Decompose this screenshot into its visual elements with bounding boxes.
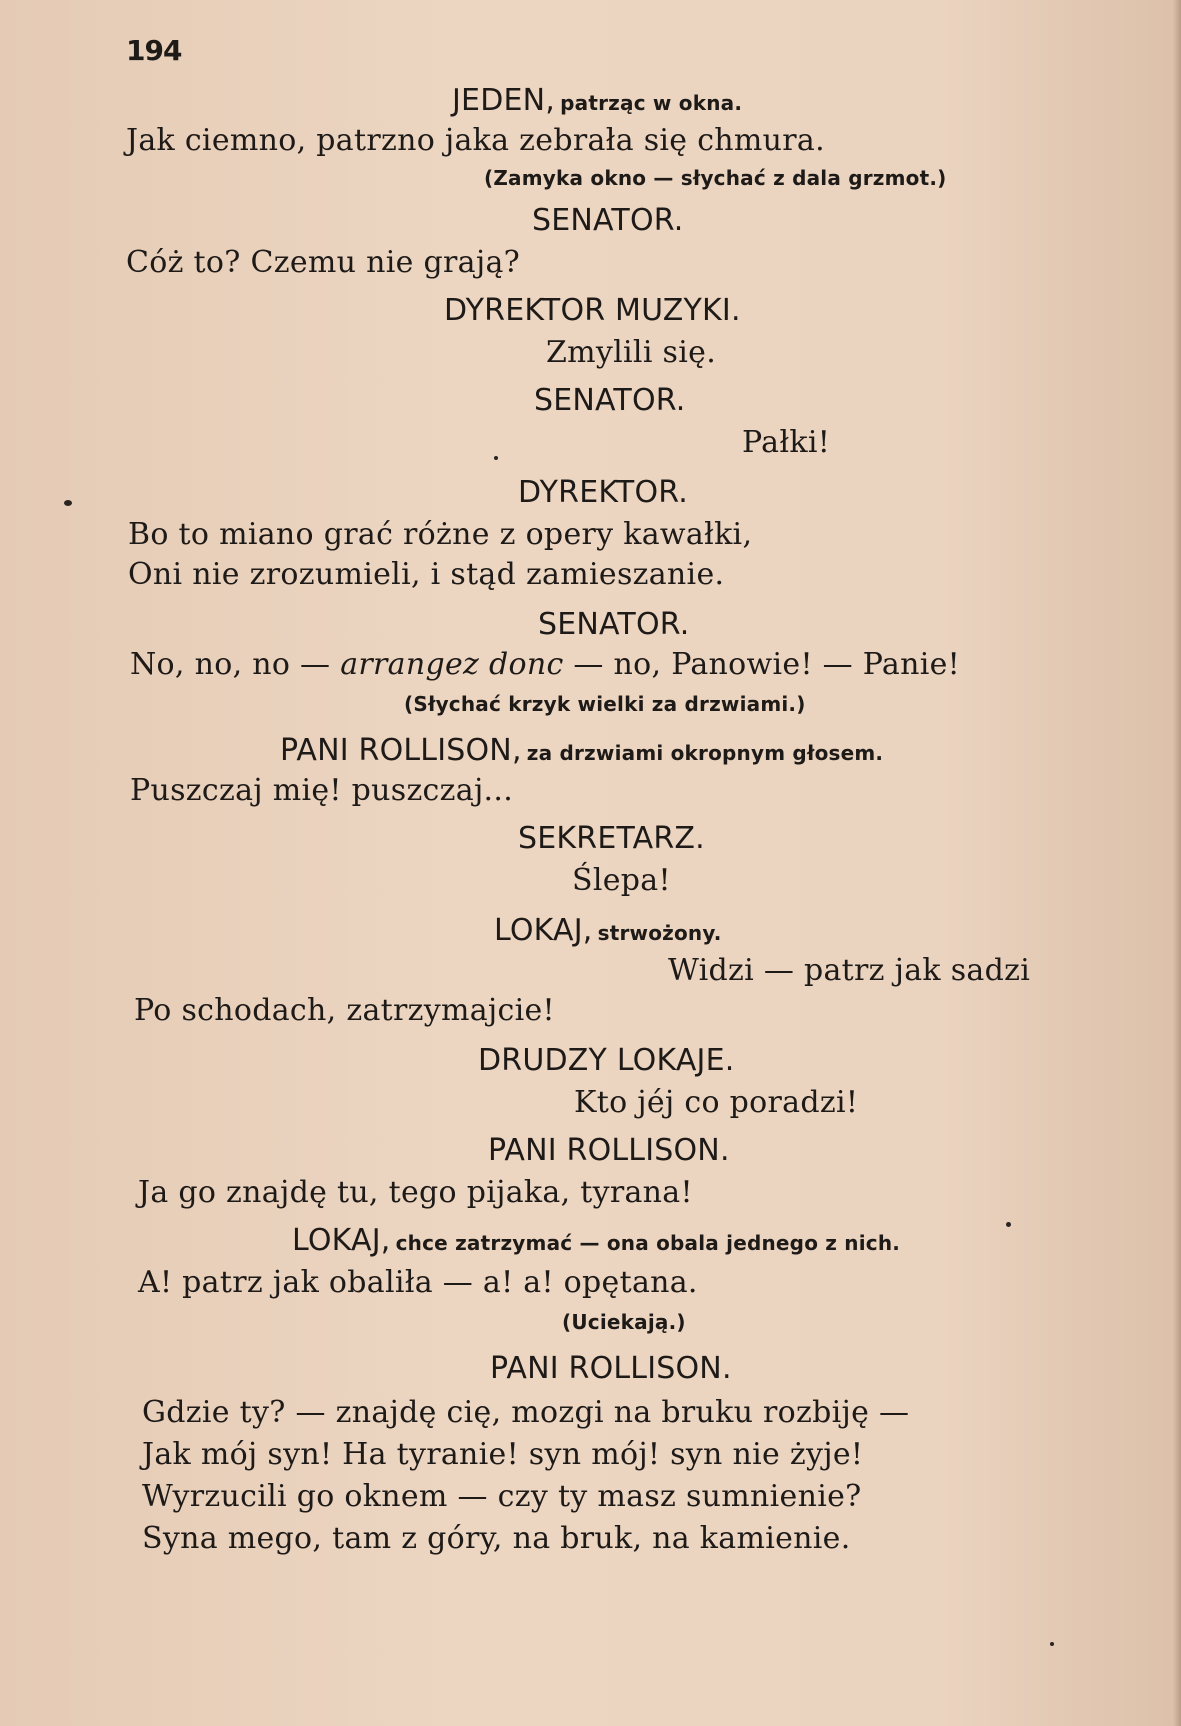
verse-line: Jak mój syn! Ha tyranie! syn mój! syn nie żyje!: [142, 1437, 864, 1472]
speaker-name: SEKRETARZ.: [518, 821, 705, 856]
stage-direction: (Zamyka okno — słychać z dala grzmot.): [484, 166, 947, 190]
page-edge-shadow: [1173, 0, 1181, 1726]
verse-line: Gdzie ty? — znajdę cię, mozgi na bruku rozbiję —: [142, 1395, 910, 1430]
verse-line: Oni nie zrozumieli, i stąd zamieszanie.: [128, 557, 725, 592]
stage-direction: za drzwiami okropnym głosem.: [526, 741, 884, 765]
stage-direction: strwożony.: [597, 921, 722, 945]
stage-direction: chce zatrzymać — ona obala jednego z nich.: [395, 1231, 901, 1255]
italic-phrase: arrangez donc: [340, 647, 564, 682]
speaker-name: LOKAJ,: [292, 1223, 391, 1258]
verse-line: Kto jéj co poradzi!: [574, 1085, 859, 1120]
verse-line: Pałki!: [742, 425, 831, 460]
ink-speck: [1006, 1222, 1011, 1227]
speaker-name: SENATOR.: [534, 383, 686, 418]
verse-line: [130, 647, 961, 682]
verse-line: Cóż to? Czemu nie grają?: [126, 245, 521, 280]
verse-line: Ślepa!: [572, 863, 671, 898]
speaker-line: [280, 733, 884, 768]
ink-speck: [64, 500, 72, 506]
verse-line: Jak ciemno, patrzno jaka zebrała się chmura.: [126, 123, 825, 158]
page-number: 194: [126, 34, 182, 67]
verse-line: Wyrzucili go oknem — czy ty masz sumnienie?: [142, 1479, 862, 1514]
speaker-name: SENATOR.: [538, 607, 690, 642]
ink-speck: [494, 456, 498, 460]
speaker-name: LOKAJ,: [494, 913, 593, 948]
verse-segment: No, no, no —: [130, 647, 331, 682]
verse-line: Puszczaj mię! puszczaj...: [130, 773, 514, 808]
verse-line: Syna mego, tam z góry, na bruk, na kamienie.: [142, 1521, 851, 1556]
stage-direction: (Słychać krzyk wielki za drzwiami.): [404, 692, 806, 716]
speaker-name: PANI ROLLISON.: [490, 1351, 732, 1386]
speaker-line: [452, 83, 743, 118]
verse-segment: — no, Panowie! — Panie!: [573, 647, 961, 682]
verse-line: Po schodach, zatrzymajcie!: [134, 993, 555, 1028]
verse-line: Zmylili się.: [546, 335, 717, 370]
speaker-name: PANI ROLLISON,: [280, 733, 522, 768]
speaker-name: DYREKTOR MUZYKI.: [444, 293, 741, 328]
speaker-name: SENATOR.: [532, 203, 684, 238]
speaker-name: PANI ROLLISON.: [488, 1133, 730, 1168]
stage-direction: (Uciekają.): [562, 1310, 686, 1334]
ink-speck: [1050, 1642, 1054, 1646]
speaker-name: JEDEN,: [452, 83, 556, 118]
stage-direction: patrząc w okna.: [560, 91, 743, 115]
speaker-name: DRUDZY LOKAJE.: [478, 1043, 735, 1078]
verse-line: A! patrz jak obaliła — a! a! opętana.: [138, 1265, 698, 1300]
speaker-name: DYREKTOR.: [518, 475, 688, 510]
verse-line: Widzi — patrz jak sadzi: [668, 953, 1031, 988]
verse-line: Ja go znajdę tu, tego pijaka, tyrana!: [138, 1175, 693, 1210]
speaker-line: [494, 913, 722, 948]
speaker-line: [292, 1223, 901, 1258]
verse-line: Bo to miano grać różne z opery kawałki,: [128, 517, 753, 552]
